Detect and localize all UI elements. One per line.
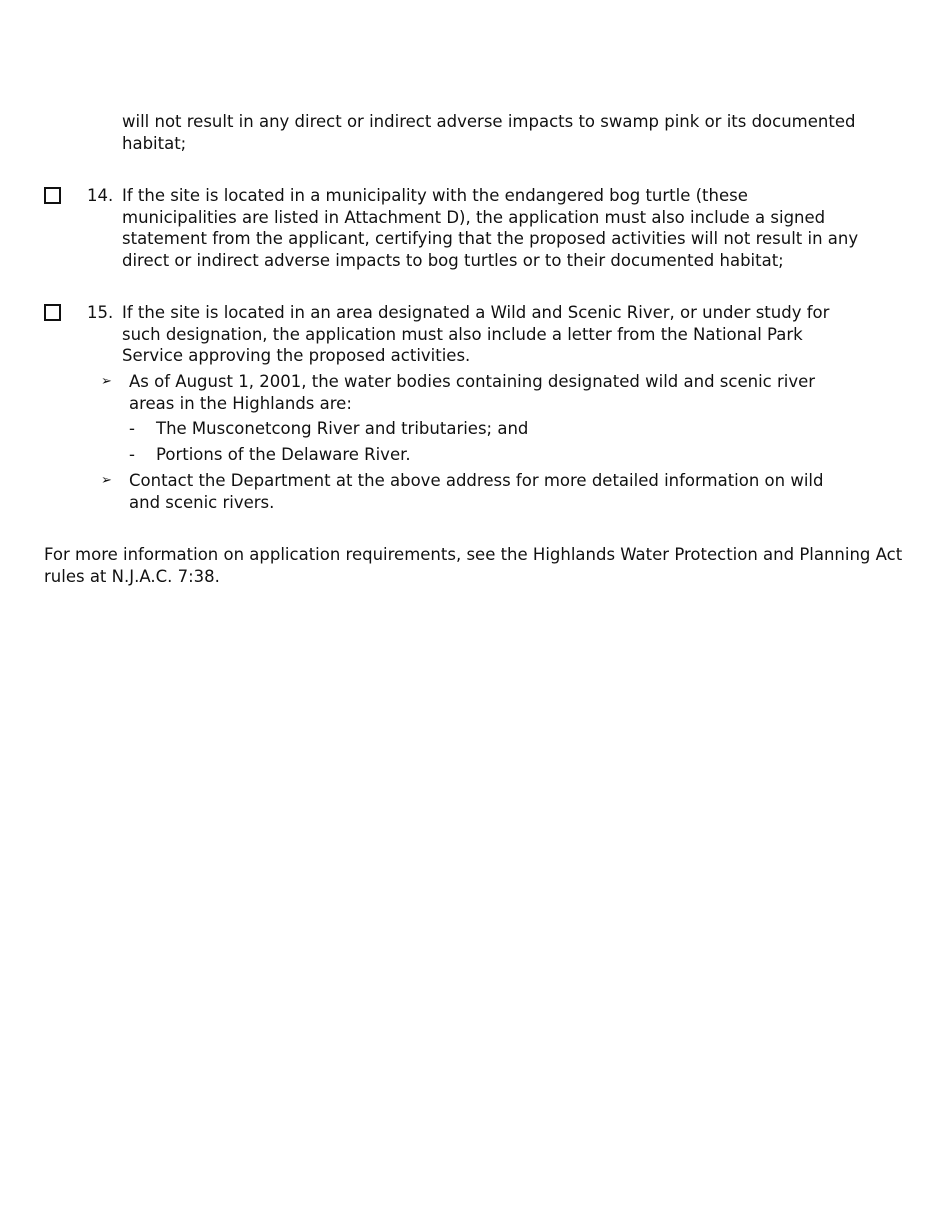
continuation-paragraph: will not result in any direct or indirect adverse impacts to swamp pink or its documented habitat;: [122, 112, 856, 153]
item-text: If the site is located in a municipality with the endangered bog turtle (these municipalities are listed in Attachment D), the application must also include a signed statement from the applicant, certifying that the proposed activities will not result in any direct or indirect adverse impacts to bog turtles or to their documented habitat;: [122, 186, 859, 270]
checkbox-item-14[interactable]: [44, 187, 61, 204]
arrow-bullet-icon: ➢: [101, 473, 112, 488]
item-number: 15.: [87, 303, 114, 322]
checkbox-item-15[interactable]: [44, 304, 61, 321]
item-text: If the site is located in an area designated a Wild and Scenic River, or under study for such designation, the application must also include a letter from the National Park Service approving the proposed activities.: [122, 303, 830, 365]
item-number: 14.: [87, 186, 114, 205]
dash-bullet: -: [129, 419, 135, 438]
footer-paragraph: For more information on application requirements, see the Highlands Water Protection and Planning Act rules at N.J.A.C. 7:38.: [44, 545, 903, 586]
dash-bullet: -: [129, 445, 135, 464]
sub-item-text: As of August 1, 2001, the water bodies containing designated wild and scenic river areas in the Highlands are:: [129, 372, 816, 413]
arrow-bullet-icon: ➢: [101, 374, 112, 389]
sub-item-text: Contact the Department at the above address for more detailed information on wild and scenic rivers.: [129, 471, 824, 512]
dash-item-text: Portions of the Delaware River.: [156, 445, 411, 464]
dash-item-text: The Musconetcong River and tributaries; and: [156, 419, 529, 438]
